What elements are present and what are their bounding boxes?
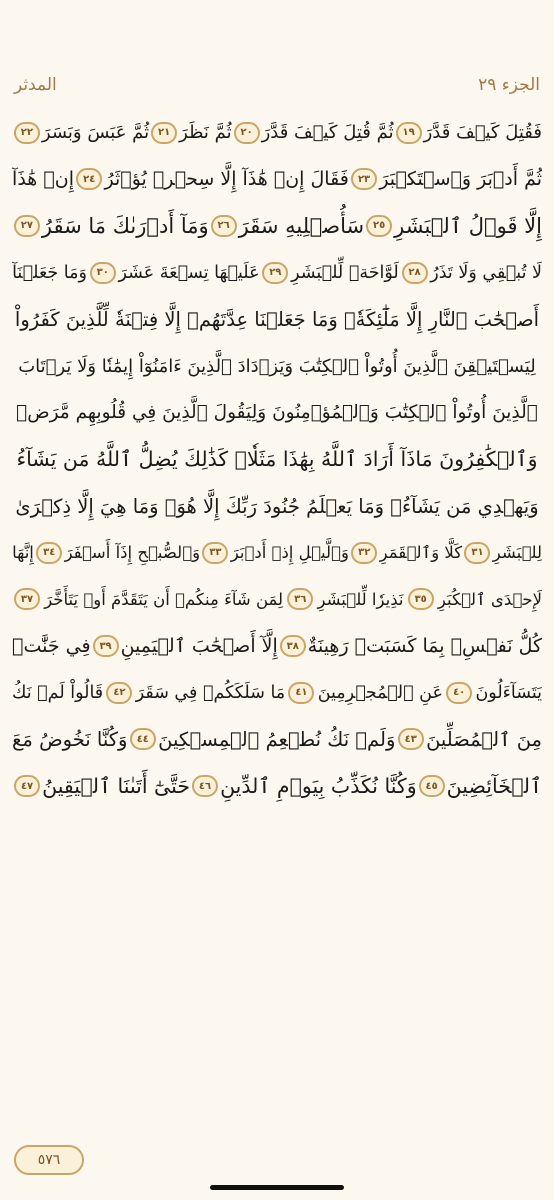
juz-label: الجزء ٢٩ [478,75,540,95]
verse-text: عَلَيۡهَا تِسۡعَةَ عَشَرَ [118,262,260,283]
page-number-badge [14,1145,84,1175]
verse-text: إِلَّآ أَصۡحَٰبَ ٱلۡيَمِينِ [120,635,278,658]
text-line [12,343,542,388]
ayah-number-marker: ٣٩ [93,635,119,657]
ayah-number-marker: ٤٢ [106,682,132,704]
verse-text: وَٱلصُّبۡحِ إِذَآ أَسۡفَرَ [64,543,201,563]
ayah-number-marker: ١٩ [396,122,422,144]
ayah-number-marker: ٣١ [464,542,490,564]
text-line [12,577,542,622]
ayah-number-marker: ٢٦ [211,215,237,237]
ayah-number-marker: ٢٠ [234,122,260,144]
surah-name: المدثر [14,75,57,95]
quran-text [12,110,542,810]
ayah-number-marker: ٢٣ [351,168,377,190]
verse-text: وَكُنَّا نُكَذِّبُ بِيَوۡمِ ٱلدِّينِ [220,774,417,799]
verse-text: ٱلَّذِينَ أُوتُواْ ٱلۡكِتَٰبَ وَٱلۡمُؤۡمِنُونَ وَلِيَقُولَ ٱلَّذِينَ فِي قُلُوبِهِم مَّرَضٞ [16,402,538,424]
verse-text: إِنۡ هَٰذَآ [12,168,74,191]
verse-text: إِلَّا قَوۡلُ ٱلۡبَشَرِ [394,213,542,238]
verse-text: ثُمَّ قُتِلَ كَيۡفَ قَدَّرَ [261,122,394,144]
verse-text: مِنَ ٱلۡمُصَلِّينَ [426,727,542,751]
ayah-number-marker: ٤٣ [398,728,424,750]
text-line [12,437,542,482]
verse-text: وَلَمۡ نَكُ نُطۡعِمُ ٱلۡمِسۡكِينَ [158,727,396,751]
text-line [12,670,542,715]
verse-text: لَوَّاحَةٞ لِّلۡبَشَرِ [291,262,399,283]
ayah-number-marker: ٢٧ [14,215,40,237]
verse-text: ٱلۡخَآئِضِينَ [446,774,542,799]
verse-text: لِمَن شَآءَ مِنكُمۡ أَن يَتَقَدَّمَ أَوۡ يَتَأَخَّرَ [44,589,284,609]
page-header [14,70,540,100]
ayah-number-marker: ٣٢ [351,542,377,564]
text-line [12,763,542,808]
page-number: ٥٧٦ [37,1152,61,1168]
verse-text: لِيَسۡتَيۡقِنَ ٱلَّذِينَ أُوتُواْ ٱلۡكِتَٰبَ وَيَزۡدَادَ ٱلَّذِينَ ءَامَنُوٓاْ إِيمَٰنٗا وَلَا يَرۡتَابَ [18,355,536,377]
text-line [12,390,542,435]
verse-text: مَا سَلَكَكُمۡ فِي سَقَرَ [135,682,286,703]
ayah-number-marker: ٢٩ [262,262,288,284]
ayah-number-marker: ٣٤ [36,542,62,564]
ayah-number-marker: ٣٦ [287,588,313,610]
verse-text: عَنِ ٱلۡمُجۡرِمِينَ [317,682,443,703]
verse-text: لَإِحۡدَى ٱلۡكُبَرِ [437,589,542,609]
verse-text: لِلۡبَشَرِ [492,543,542,563]
verse-text: وَٱلَّيۡلِ إِذۡ أَدۡبَرَ [230,543,349,563]
home-indicator [210,1185,344,1190]
ayah-number-marker: ٣٠ [90,262,116,284]
ayah-number-marker: ٣٣ [202,542,228,564]
text-line [12,297,542,342]
text-line [12,483,542,528]
verse-text: قَالُواْ لَمۡ نَكُ [12,682,104,703]
verse-text: وَكُنَّا نَخُوضُ مَعَ [12,727,128,751]
verse-text: ثُمَّ عَبَسَ وَبَسَرَ [41,122,150,144]
ayah-number-marker: ٢٢ [14,122,40,144]
text-line [12,203,542,248]
verse-text: فِي جَنَّٰتٖ [12,635,91,658]
text-line [12,157,542,202]
verse-text: سَأُصۡلِيهِ سَقَرَ [238,213,365,238]
text-line [12,623,542,668]
ayah-number-marker: ٤٠ [446,682,472,704]
verse-text: ثُمَّ أَدۡبَرَ وَٱسۡتَكۡبَرَ [379,168,542,191]
ayah-number-marker: ٣٧ [14,588,40,610]
ayah-number-marker: ٣٥ [408,588,434,610]
text-line [12,250,542,295]
verse-text: حَتَّىٰٓ أَتَىٰنَا ٱلۡيَقِينُ [42,774,190,799]
text-line [12,530,542,575]
text-line [12,110,542,155]
verse-text: لَا تُبۡقِي وَلَا تَذَرُ [430,262,542,283]
verse-text: وَٱلۡكَٰفِرُونَ مَاذَآ أَرَادَ ٱللَّهُ بِهَٰذَا مَثَلٗاۚ كَذَٰلِكَ يُضِلُّ ٱللَّهُ مَن يَشَآءُ [16,447,538,472]
verse-text: ثُمَّ نَظَرَ [179,122,232,144]
verse-text: فَقُتِلَ كَيۡفَ قَدَّرَ [423,122,542,144]
verse-text: وَمَا جَعَلۡنَآ [12,262,87,283]
verse-text: أَصۡحَٰبَ ٱلنَّارِ إِلَّا مَلَٰٓئِكَةٗۖ وَمَا جَعَلۡنَا عِدَّتَهُمۡ إِلَّا فِتۡنَةٗ لِّلَّذِينَ كَفَرُواْ [14,307,540,331]
ayah-number-marker: ٤٤ [130,728,156,750]
ayah-number-marker: ٤٦ [192,775,218,797]
verse-text: وَيَهۡدِي مَن يَشَآءُۚ وَمَا يَعۡلَمُ جُنُودَ رَبِّكَ إِلَّا هُوَۚ وَمَا هِيَ إِلَّا ذِكۡرَىٰ [15,494,539,518]
ayah-number-marker: ٤٥ [419,775,445,797]
verse-text: كُلُّ نَفۡسِۭ بِمَا كَسَبَتۡ رَهِينَةٌ [307,635,542,658]
ayah-number-marker: ٤٧ [14,775,40,797]
ayah-number-marker: ٢٤ [76,168,102,190]
ayah-number-marker: ٢٨ [402,262,428,284]
ayah-number-marker: ٢١ [151,122,177,144]
verse-text: يَتَسَآءَلُونَ [475,682,542,703]
verse-text: نَذِيرٗا لِّلۡبَشَرِ [317,589,404,609]
ayah-number-marker: ٤١ [288,682,314,704]
verse-text: كَلَّا وَٱلۡقَمَرِ [379,543,463,563]
ayah-number-marker: ٢٥ [366,215,392,237]
verse-text: وَمَآ أَدۡرَىٰكَ مَا سَقَرُ [41,213,209,238]
verse-text: فَقَالَ إِنۡ هَٰذَآ إِلَّا سِحۡرٞ يُؤۡثَرُ [104,168,349,191]
ayah-number-marker: ٣٨ [280,635,306,657]
verse-text: إِنَّهَا [12,543,34,563]
text-line [12,717,542,762]
